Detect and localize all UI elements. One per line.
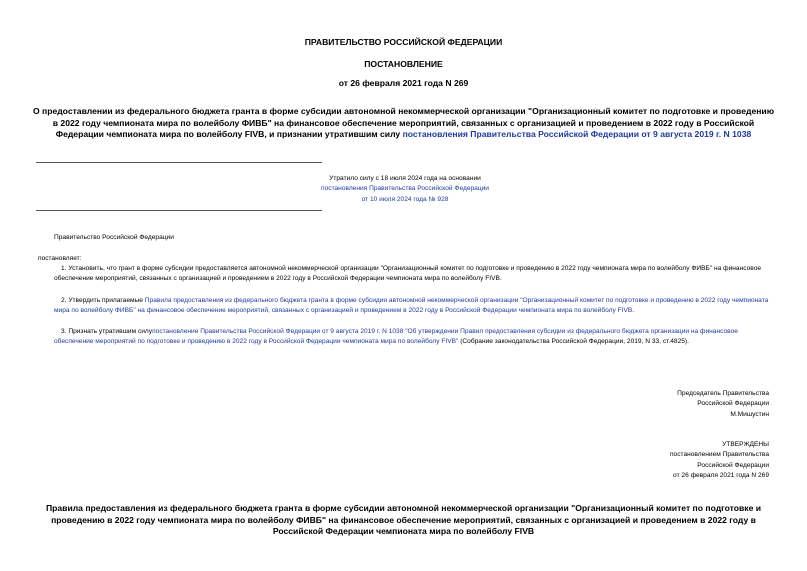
paragraph-3-prefix: 3. Признать утратившим силу	[61, 328, 153, 335]
status-line-1: Утратило силу с 18 июля 2024 года на основании	[329, 175, 481, 182]
signature-line-3: М.Мишустин	[730, 410, 769, 418]
intro-text: Правительство Российской Федерации	[54, 234, 174, 241]
approved-line-1: УТВЕРЖДЕНЫ	[722, 441, 769, 448]
signature-line-2: Российской Федерации	[697, 400, 769, 408]
document-title	[30, 106, 777, 141]
approved-block	[519, 440, 769, 482]
decree-word: постановляет:	[38, 255, 82, 262]
paragraph-2	[54, 296, 770, 317]
approved-line-4: от 26 февраля 2021 года N 269	[673, 472, 769, 480]
signature-line-1: Председатель Правительства	[677, 390, 769, 397]
paragraph-2-prefix: 2. Утвердить прилагаемые	[61, 297, 145, 304]
repealed-decree-link[interactable]: постановление Правительства Российской Федерации от 9 августа 2019 г. N 1038 "Об утверждении Правил предоставления субсидии из федерального бюджета организации на финансовое обеспечение мероприятий по подготовке и проведению в 2022 году в Российской Федерации чемпионата мира по волейболу FIVB"	[54, 328, 738, 346]
government-heading: ПРАВИТЕЛЬСТВО РОССИЙСКОЙ ФЕДЕРАЦИИ	[304, 37, 503, 47]
paragraph-2-suffix: .	[632, 307, 635, 315]
paragraph-1: 1. Установить, что грант в форме субсидии предоставляется автономной некоммерческой организации "Организационный комитет по подготовке и проведению в 2022 году чемпионата мира по волейболу ФИВБ" на финансовое обеспечение мероприятий, связанных с организацией и проведением в 2022 году в Российской Федерации чемпионата мира по волейболу FIVB.	[54, 265, 762, 283]
divider-top	[36, 162, 322, 163]
approved-line-3: Российской Федерации	[697, 461, 769, 469]
rules-link[interactable]: Правила предоставления из федерального бюджета гранта в форме субсидии автономной некоммерческой организации "Организационный комитет по подготовке и проведению в 2022 году чемпионата мира по волейболу ФИВБ" на финансовое обеспечение мероприятий, связанных с организацией и проведением в 2022 году в Российской Федерации чемпионата мира по волейболу FIVB	[54, 297, 769, 315]
paragraph-3-suffix: (Собрание законодательства Российской Федерации, 2019, N 33, ст.4825).	[458, 338, 689, 346]
doc-type-heading: ПОСТАНОВЛЕНИЕ	[364, 59, 443, 69]
date-number-heading: от 26 февраля 2021 года N 269	[338, 78, 469, 88]
title-text: О предоставлении из федерального бюджета гранта в форме субсидии автономной некоммерческой организации "Организационный комитет по подготовке и проведению в 2022 году чемпионата мира по волейболу ФИВБ" на финансовое обеспечение мероприятий, связанных с организацией и проведением в 2022 году в Российской Федерации чемпионата мира по волейболу FIVB, и признании утратившим силу	[32, 106, 775, 140]
title-repealed-decree-link[interactable]: постановления Правительства Российской Федерации от 9 августа 2019 г. N 1038	[402, 129, 752, 140]
status-link-line-3[interactable]: от 10 июля 2024 года № 928	[361, 195, 449, 203]
divider-bottom	[36, 210, 322, 211]
signature-block	[519, 389, 769, 420]
status-note	[230, 174, 580, 205]
status-link-line-2[interactable]: постановления Правительства Российской Федерации	[321, 185, 489, 193]
paragraph-3	[54, 327, 770, 348]
rules-title: Правила предоставления из федерального бюджета гранта в форме субсидии автономной некоммерческой организации "Организационный комитет по подготовке и проведению в 2022 году чемпионата мира по волейболу ФИВБ" на финансовое обеспечение мероприятий, связанных с организацией и проведением в 2022 году в Российской Федерации чемпионата мира по волейболу FIVB	[45, 503, 762, 537]
approved-line-2: постановлением Правительства	[669, 451, 769, 459]
